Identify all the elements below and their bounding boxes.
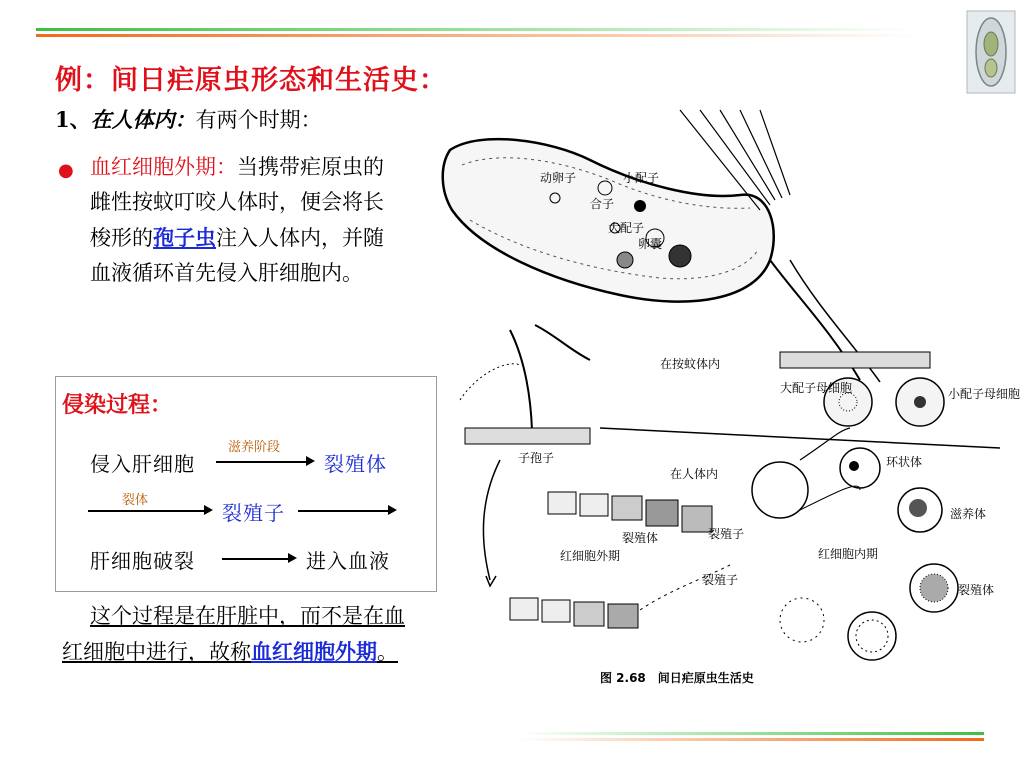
top-stripe-orange: [36, 34, 916, 37]
label-ring: 环状体: [886, 455, 923, 469]
flow-row3-arrowhead-icon: [288, 553, 297, 563]
bullet-term: 血红细胞外期：: [90, 155, 237, 179]
flow-row2-middle: 裂殖子: [222, 501, 285, 525]
bullet-text-2: 注入人体内，并随血液循环首先侵入肝细胞内。: [90, 226, 384, 285]
label-zygote: 合子: [590, 197, 615, 211]
top-stripe-green: [36, 28, 916, 31]
exo-stage-link[interactable]: 血红细胞外期: [251, 639, 377, 664]
label-microgametocyte: 小配子母细胞: [948, 387, 1021, 401]
label-rbc-stage: 红细胞内期: [818, 547, 879, 561]
label-schizont-rbc: 裂殖体: [958, 583, 995, 597]
flow-row2-arrow-a: [88, 510, 206, 512]
flow-row2-arrowhead-a-icon: [204, 505, 213, 515]
flow-row2-arrow-b: [298, 510, 390, 512]
bullet-dot-icon: ●: [58, 160, 74, 181]
label-ookinete: 动卵子: [540, 171, 577, 185]
label-in-human: 在人体内: [670, 467, 719, 481]
section-subtitle: [55, 104, 322, 134]
label-microgamete: 小配子: [623, 171, 660, 185]
label-in-mosquito: 在按蚊体内: [660, 357, 721, 371]
label-sporozoite: 子孢子: [518, 451, 555, 465]
label-trophozoite: 滋养体: [950, 507, 987, 521]
label-merozoite-2: 裂殖子: [702, 573, 739, 587]
page-title: 例：间日疟原虫形态和生活史：: [55, 65, 447, 96]
summary-text: 这个过程是在肝脏中，而不是在血红细胞中进行，故称: [62, 604, 405, 664]
summary-paragraph: [62, 598, 412, 670]
diagram-caption: 图 2.68 间日疟原虫生活史: [600, 671, 754, 685]
infection-box-heading: 侵染过程：: [62, 392, 173, 418]
life-cycle-diagram: [440, 110, 1021, 704]
label-merozoite-1: 裂殖子: [708, 527, 745, 541]
label-macrogamete: 大配子: [608, 221, 645, 235]
flow-row1-label: 滋养阶段: [228, 440, 281, 455]
flow-row2-arrowhead-b-icon: [388, 505, 397, 515]
label-macrogametocyte: 大配子母细胞: [780, 381, 853, 395]
flow-row1-arrowhead-icon: [306, 456, 315, 466]
flow-row1-left: 侵入肝细胞: [90, 452, 195, 476]
sporozoite-link[interactable]: 孢子虫: [153, 225, 216, 250]
bottom-stripe-green: [520, 732, 984, 735]
label-oocyst: 卵囊: [638, 237, 663, 251]
flow-row3-arrow: [222, 558, 290, 560]
summary-end: 。: [377, 640, 398, 664]
label-schizont-liver: 裂殖体: [622, 531, 659, 545]
flow-row1-arrow: [216, 461, 308, 463]
flow-row3-right: 进入血液: [306, 549, 390, 573]
section-number: 1、: [55, 107, 91, 132]
logo-icon: [966, 10, 1016, 94]
bottom-stripe-orange: [520, 738, 984, 741]
label-exo-stage: 红细胞外期: [560, 549, 621, 563]
section-italic: 在人体内：: [90, 107, 196, 132]
flow-row2-label: 裂体: [122, 493, 149, 508]
section-rest: 有两个时期：: [195, 108, 322, 132]
flow-row1-right: 裂殖体: [324, 452, 387, 476]
bullet-text: [90, 150, 390, 291]
bullet-text-1: 当携带疟原虫的雌性按蚊叮咬人体时，便会将长梭形的: [90, 155, 384, 250]
flow-row3-left: 肝细胞破裂: [90, 549, 195, 573]
